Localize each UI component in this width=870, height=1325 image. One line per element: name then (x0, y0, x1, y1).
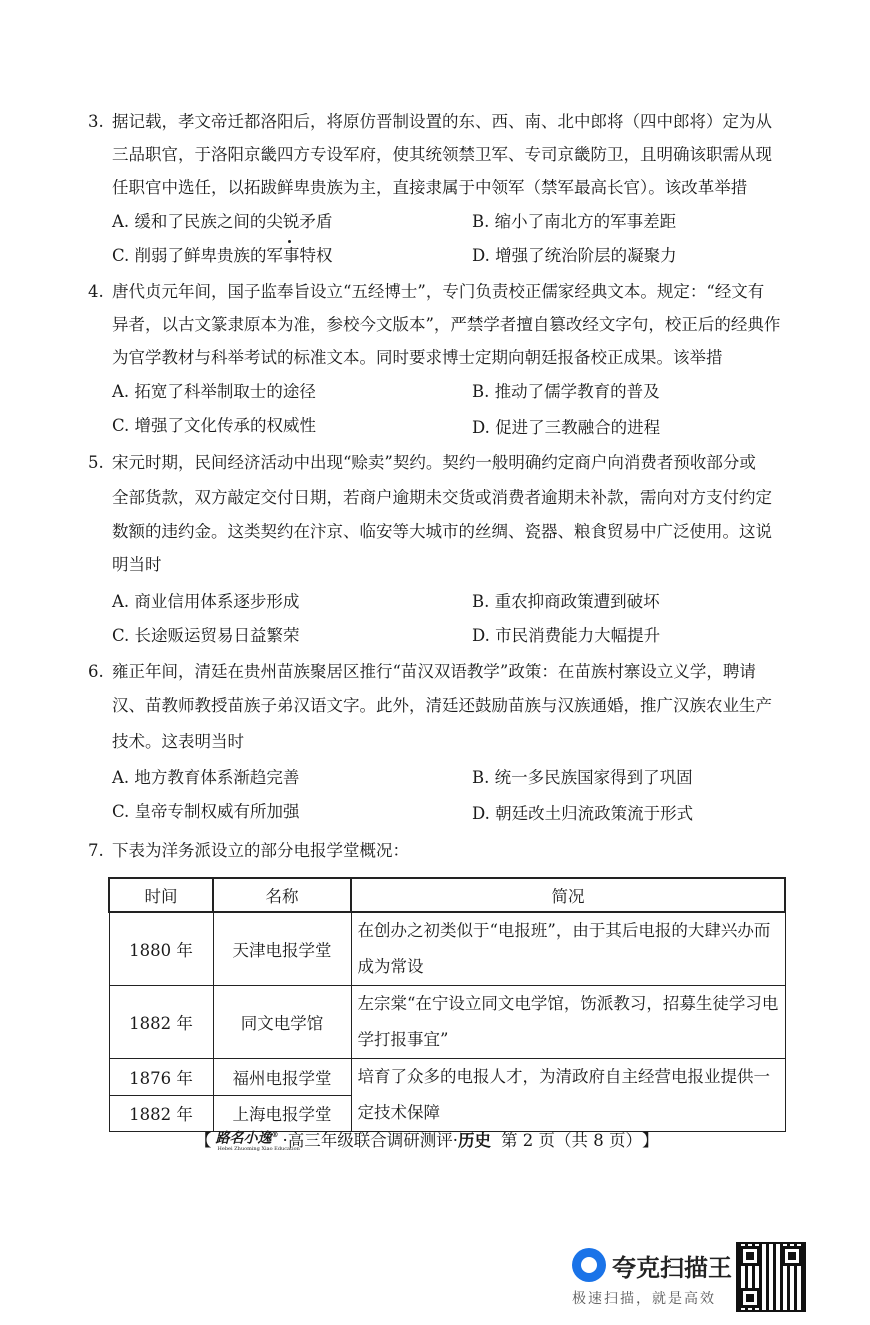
q3-line-2: 三品职官，于洛阳京畿四方专设军府，使其统领禁卫军、专司京畿防卫，且明确该职需从现 (112, 145, 772, 164)
q7-number: 7. (88, 841, 104, 860)
qr-finder (740, 1288, 760, 1308)
q5-line-2: 全部货款，双方敲定交付日期，若商户逾期未交货或消费者逾期未补款，需向对方支付约定 (112, 488, 772, 507)
q4-option-a: A. 拓宽了科举制取士的途径 (112, 382, 316, 401)
q4-option-b: B. 推动了儒学教育的普及 (472, 382, 660, 401)
q3-option-c: C. 削弱了鲜卑贵族的军事特权 (112, 246, 333, 265)
q7-stem: 下表为洋务派设立的部分电报学堂概况： (112, 841, 409, 860)
q4-line-1: 唐代贞元年间，国子监奉旨设立“五经博士”，专门负责校正儒家经典文本。规定：“经文有 (112, 282, 765, 301)
cell-name: 天津电报学堂 (213, 912, 351, 986)
footer-bracket-open: 【 (195, 1131, 212, 1150)
q4-line-3: 为官学教材与科举考试的标准文本。同时要求博士定期向朝廷报备校正成果。该举措 (112, 348, 723, 367)
q5-number: 5. (88, 453, 104, 472)
q6-line-2: 汉、苗教师教授苗族子弟汉语文字。此外，清廷还鼓励苗族与汉族通婚，推广汉族农业生产 (112, 696, 772, 715)
cell-desc: 左宗棠“在宁设立同文电学馆，饬派教习，招募生徒学习电学打报事宜” (351, 986, 785, 1059)
q5-line-3: 数额的违约金。这类契约在汴京、临安等大城市的丝绸、瓷器、粮食贸易中广泛使用。这说 (112, 522, 772, 541)
watermark-title: 夸克扫描王 (612, 1254, 732, 1282)
cell-name: 上海电报学堂 (213, 1095, 351, 1132)
quark-logo-icon (572, 1248, 606, 1282)
cell-desc: 培育了众多的电报人才，为清政府自主经营电报业提供一定技术保障 (351, 1059, 785, 1132)
footer-bracket-close: 】 (641, 1131, 659, 1150)
header-name: 名称 (213, 878, 351, 912)
q5-option-b: B. 重农抑商政策遭到破坏 (472, 592, 660, 611)
qr-finder (740, 1246, 760, 1266)
q3-option-a: A. 缓和了民族之间的尖锐矛盾 (112, 212, 333, 231)
page-footer (195, 1127, 658, 1151)
q3-option-d: D. 增强了统治阶层的凝聚力 (472, 246, 677, 265)
q3-number: 3. (88, 112, 104, 131)
q6-number: 6. (88, 662, 104, 681)
table-row (109, 1059, 785, 1096)
watermark-subtitle: 极速扫描，就是高效 (572, 1291, 716, 1307)
q5-line-1: 宋元时期，民间经济活动中出现“赊卖”契约。契约一般明确约定商户向消费者预收部分或 (112, 453, 756, 472)
footer-page-number: 第 2 页（共 8 页） (501, 1131, 642, 1150)
cell-desc: 在创办之初类似于“电报班”，由于其后电报的大肆兴办而成为常设 (351, 912, 785, 986)
q3-line-1: 据记载，孝文帝迁都洛阳后，将原仿晋制设置的东、西、南、北中郎将（四中郎将）定为从 (112, 112, 772, 131)
q5-option-a: A. 商业信用体系逐步形成 (112, 592, 300, 611)
q6-line-1: 雍正年间，清廷在贵州苗族聚居区推行“苗汉双语教学”政策：在苗族村寨设立义学，聘请 (112, 662, 756, 681)
cell-time: 1882 年 (109, 986, 213, 1059)
telegraph-schools-table (108, 877, 786, 1132)
table-row (109, 912, 785, 986)
table-header-row (109, 878, 785, 912)
q6-option-b: B. 统一多民族国家得到了巩固 (472, 768, 693, 787)
q5-option-d: D. 市民消费能力大幅提升 (472, 626, 661, 645)
footer-subject: 历史 (458, 1131, 491, 1150)
header-desc: 简况 (351, 878, 785, 912)
q4-option-c: C. 增强了文化传承的权威性 (112, 416, 317, 435)
q6-option-d: D. 朝廷改土归流政策流于形式 (472, 804, 694, 823)
q5-line-4: 明当时 (112, 555, 162, 574)
q5-option-c: C. 长途贩运贸易日益繁荣 (112, 626, 300, 645)
brand-logo: 路名小逸® Hebei Zhuoming Xiao Education (216, 1128, 279, 1146)
q6-line-3: 技术。这表明当时 (112, 732, 244, 751)
q6-option-c: C. 皇帝专制权威有所加强 (112, 802, 300, 821)
header-time: 时间 (109, 878, 213, 912)
cell-name: 福州电报学堂 (213, 1059, 351, 1096)
brand-subtitle: Hebei Zhuoming Xiao Education (217, 1146, 300, 1153)
cell-name: 同文电学馆 (213, 986, 351, 1059)
q6-option-a: A. 地方教育体系渐趋完善 (112, 768, 300, 787)
brand-name: 路名小逸 (215, 1130, 272, 1147)
cell-time: 1876 年 (109, 1059, 213, 1096)
q3-option-b: B. 缩小了南北方的军事差距 (472, 212, 677, 231)
table-row (109, 986, 785, 1059)
q3-line-3: 任职官中选任，以拓跋鲜卑贵族为主，直接隶属于中领军（禁军最高长官）。该改革举措 (112, 178, 748, 197)
cell-time: 1882 年 (109, 1095, 213, 1132)
qr-code-icon (736, 1242, 806, 1312)
footer-exam-name: ·高三年级联合调研测评· (282, 1131, 458, 1150)
cell-time: 1880 年 (109, 912, 213, 986)
q4-number: 4. (88, 282, 104, 301)
emphasis-dot (288, 240, 291, 243)
q4-line-2: 异者，以古文篆隶原本为准，参校今文版本”，严禁学者擅自篡改经文字句，校正后的经典作 (112, 315, 781, 334)
scanner-watermark (568, 1242, 868, 1312)
qr-finder (782, 1246, 802, 1266)
q4-option-d: D. 促进了三教融合的进程 (472, 418, 661, 437)
